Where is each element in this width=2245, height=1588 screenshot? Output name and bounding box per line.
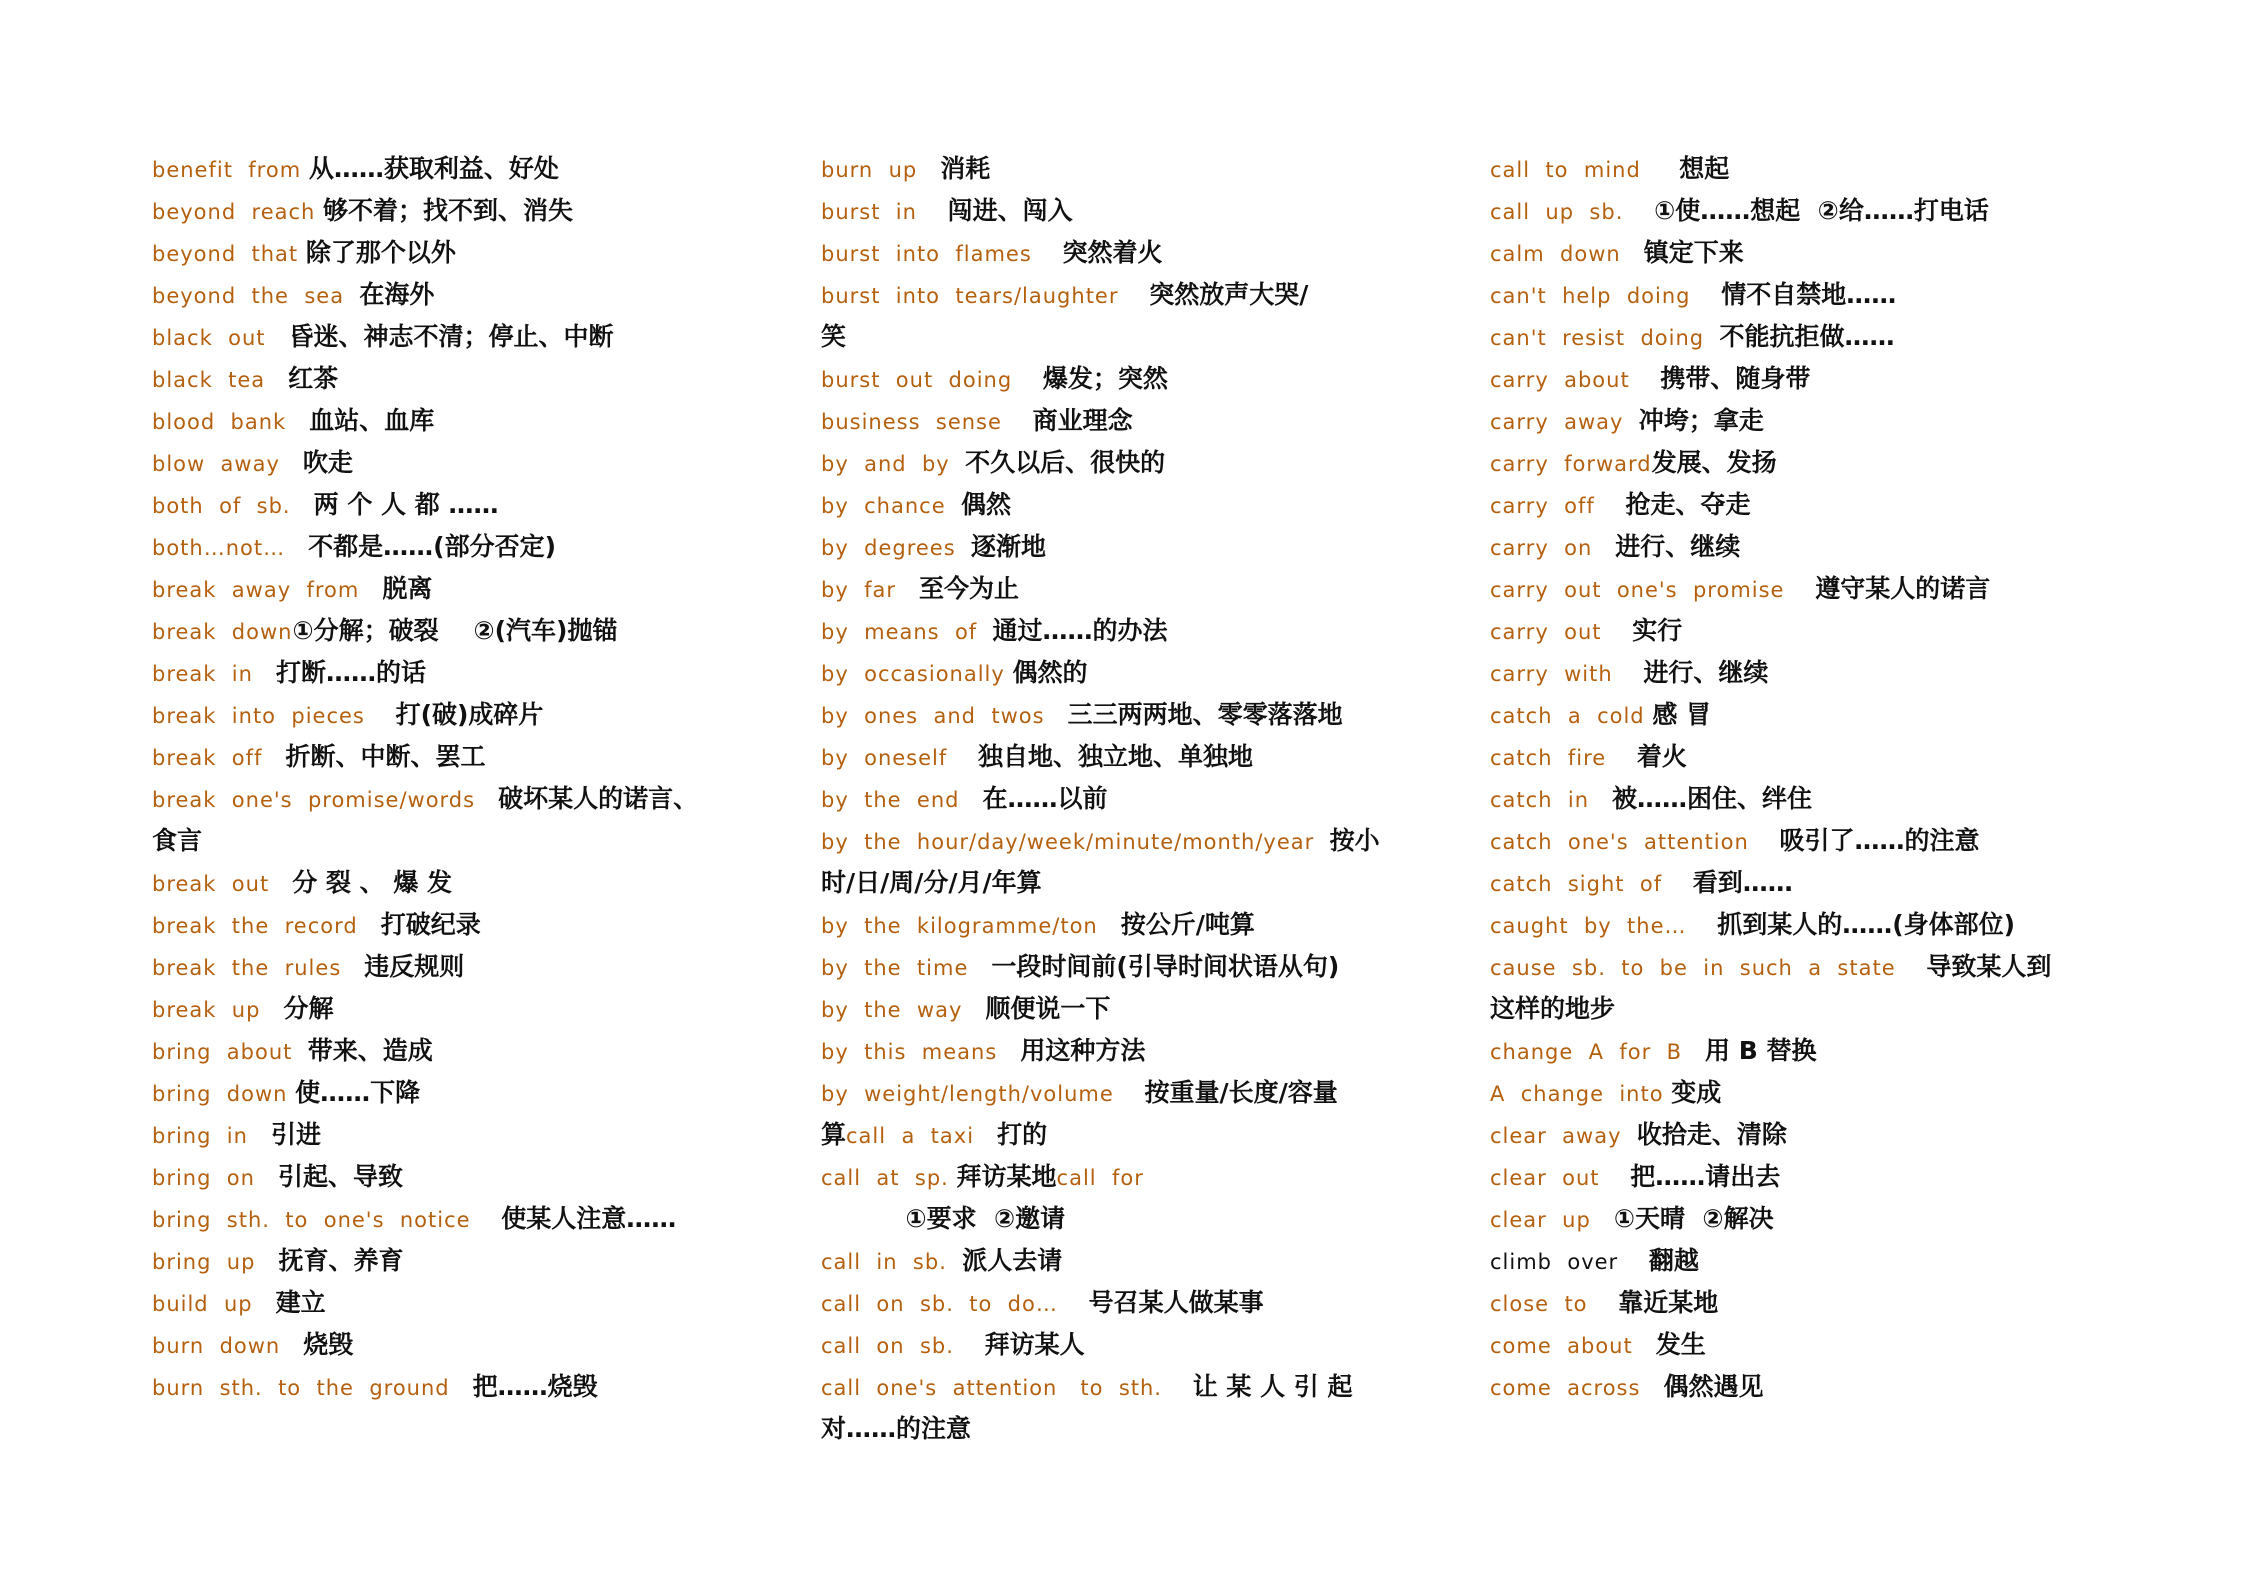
english-phrase: burst in: [821, 200, 948, 224]
english-phrase: call on sb.: [821, 1334, 985, 1358]
chinese-meaning: 在……以前: [982, 784, 1108, 813]
phrase-line: [1490, 988, 2130, 1030]
english-phrase: caught by the…: [1490, 914, 1718, 938]
chinese-meaning: 血站、血库: [309, 406, 435, 435]
chinese-meaning: 发展、发扬: [1651, 448, 1777, 477]
chinese-meaning: 拜访某人: [984, 1330, 1085, 1359]
phrase-line: [152, 820, 792, 862]
english-phrase: [821, 1208, 905, 1232]
phrase-line: [152, 442, 792, 484]
english-phrase: catch a cold: [1490, 704, 1653, 728]
english-phrase: carry away: [1490, 410, 1639, 434]
phrase-line: [821, 316, 1461, 358]
english-phrase: A change into: [1490, 1082, 1672, 1106]
chinese-meaning: 把……烧毁: [472, 1372, 598, 1401]
english-phrase: blow away: [152, 452, 303, 476]
chinese-meaning: 镇定下来: [1643, 238, 1744, 267]
phrase-line: [152, 1198, 792, 1240]
chinese-meaning: 被……困住、绊住: [1612, 784, 1813, 813]
chinese-meaning: 打破纪录: [380, 910, 481, 939]
phrase-line: [152, 988, 792, 1030]
english-phrase: call one's attention to sth.: [821, 1376, 1193, 1400]
phrase-line: [1490, 526, 2130, 568]
phrase-line: [821, 862, 1461, 904]
phrase-line: [821, 442, 1461, 484]
phrase-line: [1490, 904, 2130, 946]
phrase-line: [152, 1282, 792, 1324]
english-phrase: break away from: [152, 578, 383, 602]
chinese-meaning: 收拾走、清除: [1636, 1120, 1787, 1149]
chinese-meaning: 算: [821, 1120, 847, 1149]
phrase-line: [152, 1324, 792, 1366]
phrase-line: [1490, 484, 2130, 526]
phrase-line: [1490, 1114, 2130, 1156]
phrase-line: [821, 610, 1461, 652]
chinese-meaning: 情不自禁地……: [1721, 280, 1897, 309]
chinese-meaning: ①分解；破裂 ②(汽车)抛锚: [292, 616, 618, 645]
phrase-line: [152, 190, 792, 232]
chinese-meaning: 号召某人做某事: [1088, 1288, 1264, 1317]
chinese-meaning: 偶然的: [1012, 658, 1088, 687]
english-phrase: clear away: [1490, 1124, 1637, 1148]
chinese-meaning: 引进: [270, 1120, 321, 1149]
phrase-line: [821, 1240, 1461, 1282]
phrase-line: [821, 484, 1461, 526]
chinese-meaning: 红茶: [288, 364, 339, 393]
chinese-meaning: 商业理念: [1032, 406, 1133, 435]
phrase-line: [1490, 1324, 2130, 1366]
chinese-meaning: 靠近某地: [1618, 1288, 1719, 1317]
english-phrase: call for: [1056, 1166, 1144, 1190]
english-phrase: calm down: [1490, 242, 1644, 266]
chinese-meaning: 进行、继续: [1643, 658, 1769, 687]
english-phrase: both of sb.: [152, 494, 314, 518]
phrase-line: [152, 1072, 792, 1114]
phrase-line: [1490, 232, 2130, 274]
chinese-meaning: 通过……的办法: [992, 616, 1168, 645]
phrase-line: [821, 988, 1461, 1030]
phrase-line: [1490, 1072, 2130, 1114]
phrase-line: [1490, 274, 2130, 316]
phrase-line: [1490, 1366, 2130, 1408]
phrase-line: [152, 568, 792, 610]
chinese-meaning: 打的: [997, 1120, 1048, 1149]
phrase-line: [1490, 1156, 2130, 1198]
chinese-meaning: 看到……: [1692, 868, 1793, 897]
phrase-line: [821, 694, 1461, 736]
english-phrase: burst into flames: [821, 242, 1063, 266]
phrase-line: [152, 526, 792, 568]
chinese-meaning: 按小: [1329, 826, 1380, 855]
chinese-meaning: 昏迷、神志不清；停止、中断: [288, 322, 614, 351]
english-phrase: blood bank: [152, 410, 310, 434]
english-phrase: bring up: [152, 1250, 279, 1274]
phrase-line: [152, 1240, 792, 1282]
chinese-meaning: 进行、继续: [1615, 532, 1741, 561]
phrase-line: [821, 820, 1461, 862]
phrase-line: [821, 1324, 1461, 1366]
phrase-line: [152, 400, 792, 442]
english-phrase: call up sb.: [1490, 200, 1655, 224]
phrase-line: [152, 1366, 792, 1408]
phrase-line: [821, 274, 1461, 316]
english-phrase: carry on: [1490, 536, 1616, 560]
chinese-meaning: 食言: [152, 826, 203, 855]
phrase-line: [821, 190, 1461, 232]
phrase-line: [1490, 316, 2130, 358]
phrase-line: [821, 1282, 1461, 1324]
phrase-line: [1490, 190, 2130, 232]
phrase-line: [821, 1030, 1461, 1072]
chinese-meaning: 发生: [1655, 1330, 1706, 1359]
phrase-line: [821, 1072, 1461, 1114]
phrase-line: [821, 358, 1461, 400]
english-phrase: call on sb. to do…: [821, 1292, 1089, 1316]
english-phrase: carry off: [1490, 494, 1626, 518]
english-phrase: by the end: [821, 788, 983, 812]
phrase-column-1: [152, 148, 792, 1408]
english-phrase: come across: [1490, 1376, 1664, 1400]
phrase-line: [1490, 820, 2130, 862]
chinese-meaning: 至今为止: [919, 574, 1020, 603]
english-phrase: catch sight of: [1490, 872, 1693, 896]
english-phrase: call to mind: [1490, 158, 1680, 182]
chinese-meaning: 一段时间前(引导时间状语从句): [991, 952, 1340, 981]
phrase-line: [152, 1030, 792, 1072]
phrase-column-2: [821, 148, 1461, 1450]
chinese-meaning: 折断、中断、罢工: [285, 742, 486, 771]
chinese-meaning: 不久以后、很快的: [965, 448, 1166, 477]
chinese-meaning: 带来、造成: [307, 1036, 433, 1065]
english-phrase: burn sth. to the ground: [152, 1376, 473, 1400]
english-phrase: can't resist doing: [1490, 326, 1720, 350]
phrase-line: [821, 1114, 1461, 1156]
chinese-meaning: 突然放声大哭/: [1149, 280, 1309, 309]
phrase-line: [152, 694, 792, 736]
phrase-line: [1490, 568, 2130, 610]
phrase-line: [152, 862, 792, 904]
chinese-meaning: 着火: [1636, 742, 1687, 771]
english-phrase: build up: [152, 1292, 276, 1316]
english-phrase: carry with: [1490, 662, 1644, 686]
phrase-line: [1490, 1030, 2130, 1072]
chinese-meaning: 烧毁: [303, 1330, 354, 1359]
english-phrase: by the hour/day/week/minute/month/year: [821, 830, 1330, 854]
chinese-meaning: 抢走、夺走: [1625, 490, 1751, 519]
phrase-line: [152, 316, 792, 358]
chinese-meaning: ①要求 ②邀请: [905, 1204, 1066, 1233]
english-phrase: break up: [152, 998, 284, 1022]
chinese-meaning: 实行: [1632, 616, 1683, 645]
english-phrase: black out: [152, 326, 289, 350]
english-phrase: break one's promise/words: [152, 788, 499, 812]
english-phrase: by far: [821, 578, 920, 602]
chinese-meaning: 打断……的话: [275, 658, 426, 687]
chinese-meaning: 吹走: [302, 448, 353, 477]
phrase-line: [1490, 778, 2130, 820]
english-phrase: break the rules: [152, 956, 365, 980]
english-phrase: by and by: [821, 452, 966, 476]
english-phrase: bring down: [152, 1082, 296, 1106]
phrase-line: [152, 148, 792, 190]
english-phrase: break in: [152, 662, 276, 686]
chinese-meaning: 从……获取利益、好处: [308, 154, 559, 183]
chinese-meaning: 导致某人到: [1926, 952, 2052, 981]
chinese-meaning: 对……的注意: [821, 1414, 972, 1443]
chinese-meaning: 不都是……(部分否定): [308, 532, 556, 561]
english-phrase: break out: [152, 872, 293, 896]
phrase-line: [152, 652, 792, 694]
english-phrase: by the kilogramme/ton: [821, 914, 1121, 938]
chinese-meaning: 派人去请: [962, 1246, 1063, 1275]
english-phrase: call a taxi: [846, 1124, 998, 1148]
english-phrase: burn up: [821, 158, 941, 182]
english-phrase: clear out: [1490, 1166, 1631, 1190]
chinese-meaning: 消耗: [940, 154, 991, 183]
phrase-line: [152, 232, 792, 274]
phrase-line: [821, 568, 1461, 610]
chinese-meaning: ①天晴 ②解决: [1613, 1204, 1774, 1233]
chinese-meaning: 顺便说一下: [985, 994, 1111, 1023]
phrase-line: [152, 1156, 792, 1198]
english-phrase: business sense: [821, 410, 1033, 434]
phrase-line: [152, 1114, 792, 1156]
chinese-meaning: 时/日/周/分/月/年算: [821, 868, 1042, 897]
chinese-meaning: 想起: [1679, 154, 1730, 183]
english-phrase: clear up: [1490, 1208, 1614, 1232]
english-phrase: break down: [152, 620, 293, 644]
chinese-meaning: 冲垮；拿走: [1638, 406, 1764, 435]
chinese-meaning: 按公斤/吨算: [1120, 910, 1255, 939]
english-phrase: call in sb.: [821, 1250, 963, 1274]
english-phrase: burn down: [152, 1334, 304, 1358]
chinese-meaning: 用这种方法: [1020, 1036, 1146, 1065]
chinese-meaning: 爆发；突然: [1042, 364, 1168, 393]
phrase-line: [1490, 610, 2130, 652]
english-phrase: black tea: [152, 368, 289, 392]
chinese-meaning: 吸引了……的注意: [1779, 826, 1980, 855]
english-phrase: by weight/length/volume: [821, 1082, 1145, 1106]
chinese-meaning: 闯进、闯入: [947, 196, 1073, 225]
chinese-meaning: 分解: [283, 994, 334, 1023]
english-phrase: by this means: [821, 1040, 1021, 1064]
phrase-line: [821, 652, 1461, 694]
phrase-line: [1490, 736, 2130, 778]
english-phrase: by the time: [821, 956, 992, 980]
chinese-meaning: 独自地、独立地、单独地: [977, 742, 1253, 771]
english-phrase: burst out doing: [821, 368, 1043, 392]
english-phrase: catch fire: [1490, 746, 1637, 770]
chinese-meaning: 让 某 人 引 起: [1192, 1372, 1353, 1401]
phrase-line: [152, 484, 792, 526]
phrase-line: [821, 1366, 1461, 1408]
phrase-line: [1490, 652, 2130, 694]
english-phrase: bring sth. to one's notice: [152, 1208, 502, 1232]
chinese-meaning: 感 冒: [1652, 700, 1712, 729]
chinese-meaning: 变成: [1671, 1078, 1722, 1107]
chinese-meaning: 三三两两地、零零落落地: [1067, 700, 1343, 729]
english-phrase: catch one's attention: [1490, 830, 1780, 854]
phrase-line: [821, 946, 1461, 988]
chinese-meaning: 够不着；找不到、消失: [323, 196, 574, 225]
english-phrase: can't help doing: [1490, 284, 1722, 308]
english-phrase: by chance: [821, 494, 961, 518]
phrase-line: [152, 358, 792, 400]
chinese-meaning: 使……下降: [295, 1078, 421, 1107]
english-phrase: climb over: [1490, 1250, 1649, 1274]
english-phrase: carry out: [1490, 620, 1633, 644]
phrase-line: [821, 232, 1461, 274]
english-phrase: close to: [1490, 1292, 1619, 1316]
english-phrase: benefit from: [152, 158, 309, 182]
chinese-meaning: 携带、随身带: [1660, 364, 1811, 393]
phrase-line: [821, 526, 1461, 568]
chinese-meaning: 抓到某人的……(身体部位): [1717, 910, 2016, 939]
chinese-meaning: 脱离: [382, 574, 433, 603]
phrase-line: [152, 736, 792, 778]
chinese-meaning: 这样的地步: [1490, 994, 1616, 1023]
english-phrase: come about: [1490, 1334, 1656, 1358]
phrase-line: [1490, 148, 2130, 190]
english-phrase: break the record: [152, 914, 381, 938]
phrase-line: [1490, 1240, 2130, 1282]
english-phrase: change A for B: [1490, 1040, 1706, 1064]
phrase-line: [821, 1198, 1461, 1240]
english-phrase: beyond that: [152, 242, 306, 266]
phrase-line: [821, 736, 1461, 778]
english-phrase: by the way: [821, 998, 986, 1022]
english-phrase: beyond reach: [152, 200, 324, 224]
english-phrase: burst into tears/laughter: [821, 284, 1150, 308]
chinese-meaning: 打(破)成碎片: [395, 700, 544, 729]
chinese-meaning: 使某人注意……: [501, 1204, 677, 1233]
english-phrase: break off: [152, 746, 286, 770]
english-phrase: by oneself: [821, 746, 978, 770]
phrase-line: [152, 610, 792, 652]
phrase-line: [1490, 442, 2130, 484]
phrase-line: [821, 1408, 1461, 1450]
english-phrase: beyond the sea: [152, 284, 360, 308]
english-phrase: cause sb. to be in such a state: [1490, 956, 1927, 980]
phrase-column-3: [1490, 148, 2130, 1408]
english-phrase: bring about: [152, 1040, 308, 1064]
chinese-meaning: 抚育、养育: [278, 1246, 404, 1275]
english-phrase: carry about: [1490, 368, 1661, 392]
chinese-meaning: 拜访某地: [956, 1162, 1057, 1191]
english-phrase: by occasionally: [821, 662, 1013, 686]
chinese-meaning: 笑: [821, 322, 847, 351]
phrase-line: [1490, 1282, 2130, 1324]
chinese-meaning: 偶然: [960, 490, 1011, 519]
phrase-line: [1490, 694, 2130, 736]
chinese-meaning: 不能抗拒做……: [1719, 322, 1895, 351]
english-phrase: by degrees: [821, 536, 971, 560]
chinese-meaning: 翻越: [1648, 1246, 1699, 1275]
phrase-line: [821, 148, 1461, 190]
chinese-meaning: 逐渐地: [971, 532, 1047, 561]
chinese-meaning: 在海外: [359, 280, 435, 309]
english-phrase: bring in: [152, 1124, 271, 1148]
chinese-meaning: 突然着火: [1062, 238, 1163, 267]
phrase-line: [1490, 400, 2130, 442]
chinese-meaning: 引起、导致: [277, 1162, 403, 1191]
chinese-meaning: ①使……想起 ②给……打电话: [1654, 196, 1989, 225]
chinese-meaning: 用 B 替换: [1705, 1036, 1817, 1065]
chinese-meaning: 偶然遇见: [1663, 1372, 1764, 1401]
phrase-line: [1490, 358, 2130, 400]
chinese-meaning: 违反规则: [364, 952, 465, 981]
phrase-line: [1490, 1198, 2130, 1240]
english-phrase: by means of: [821, 620, 993, 644]
english-phrase: call at sp.: [821, 1166, 957, 1190]
phrase-line: [152, 274, 792, 316]
chinese-meaning: 建立: [275, 1288, 326, 1317]
chinese-meaning: 两 个 人 都 ……: [313, 490, 499, 519]
phrase-line: [821, 400, 1461, 442]
chinese-meaning: 按重量/长度/容量: [1144, 1078, 1338, 1107]
english-phrase: carry forward: [1490, 452, 1652, 476]
chinese-meaning: 遵守某人的诺言: [1815, 574, 1991, 603]
english-phrase: break into pieces: [152, 704, 396, 728]
english-phrase: carry out one's promise: [1490, 578, 1816, 602]
phrase-line: [152, 778, 792, 820]
english-phrase: both…not…: [152, 536, 309, 560]
chinese-meaning: 破坏某人的诺言、: [498, 784, 699, 813]
phrase-line: [1490, 862, 2130, 904]
english-phrase: bring on: [152, 1166, 278, 1190]
phrase-line: [821, 904, 1461, 946]
chinese-meaning: 分 裂 、 爆 发: [292, 868, 453, 897]
english-phrase: by ones and twos: [821, 704, 1068, 728]
phrase-line: [821, 778, 1461, 820]
chinese-meaning: 除了那个以外: [305, 238, 456, 267]
phrase-line: [821, 1156, 1461, 1198]
chinese-meaning: 把……请出去: [1630, 1162, 1781, 1191]
english-phrase: catch in: [1490, 788, 1613, 812]
phrase-line: [152, 904, 792, 946]
phrase-line: [1490, 946, 2130, 988]
phrase-line: [152, 946, 792, 988]
